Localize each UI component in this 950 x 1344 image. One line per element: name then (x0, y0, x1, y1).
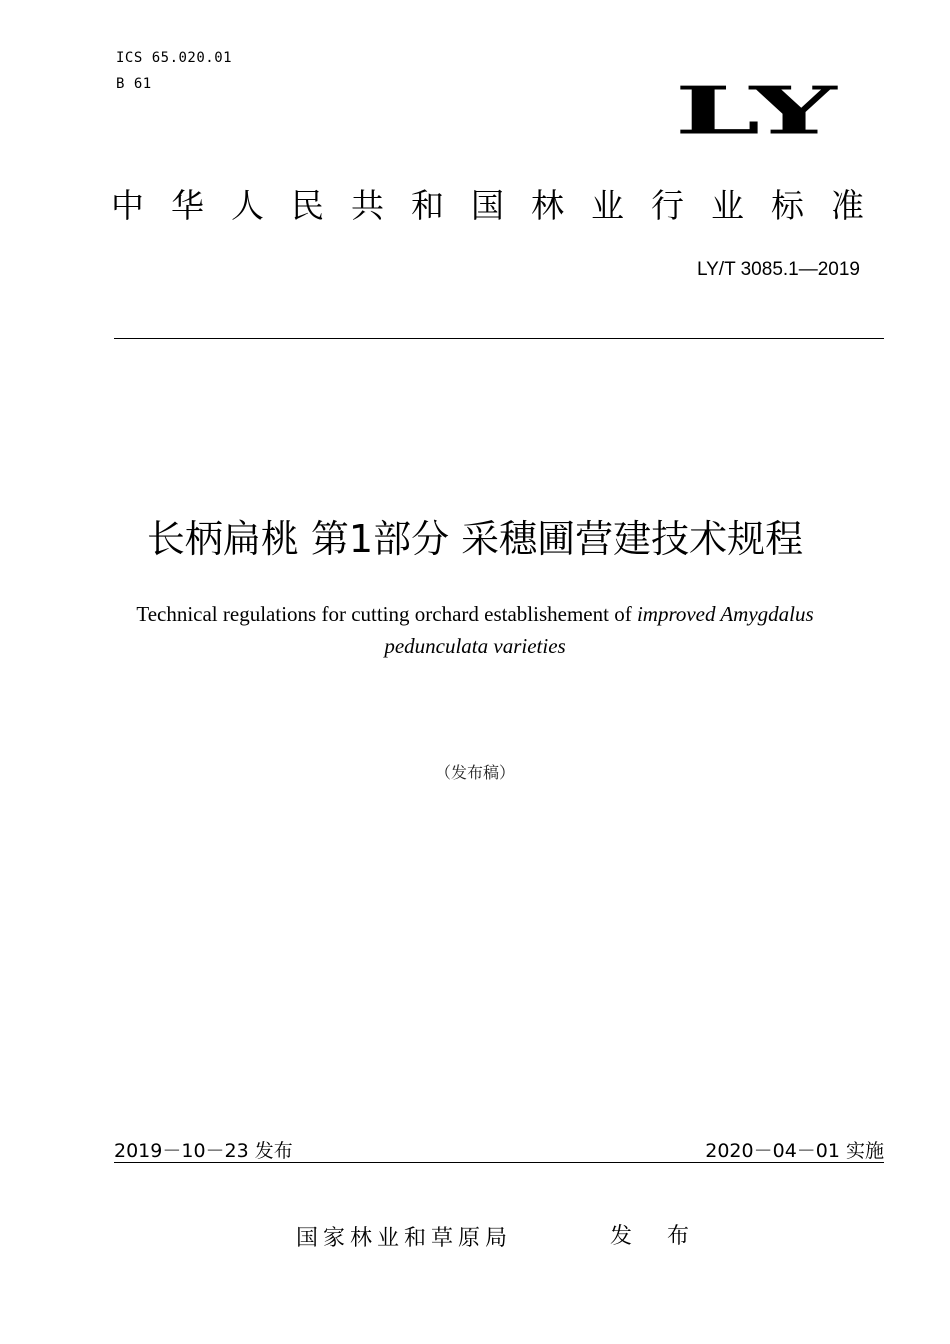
document-title-english (100, 598, 850, 662)
draft-status: （发布稿） (434, 763, 515, 782)
standard-number: LY/T 3085.1—2019 (696, 259, 860, 280)
footer-divider (114, 1162, 884, 1163)
ly-logo: LY (674, 72, 834, 150)
issue-label: 发 布 (610, 1224, 703, 1249)
title-english-regular: Technical regulations for cutting orchard establishement of (136, 602, 637, 626)
ics-code: ICS 65.020.01 (116, 50, 233, 66)
issue-date: 2019－10－23 发布 (114, 1140, 293, 1162)
title-english-italic-2: pedunculata varieties (384, 634, 566, 658)
document-title-chinese: 长柄扁桃 第1部分 采穗圃营建技术规程 (146, 517, 804, 561)
header-divider (114, 338, 884, 339)
implementation-date: 2020－04－01 实施 (705, 1140, 884, 1162)
ccs-code: B 61 (116, 76, 152, 92)
title-english-italic-1: improved Amygdalus (636, 602, 814, 626)
issuing-authority: 国家林业和草原局 (296, 1226, 513, 1251)
standard-type-title: 中华人民共和国林业行业标准 (111, 186, 891, 225)
